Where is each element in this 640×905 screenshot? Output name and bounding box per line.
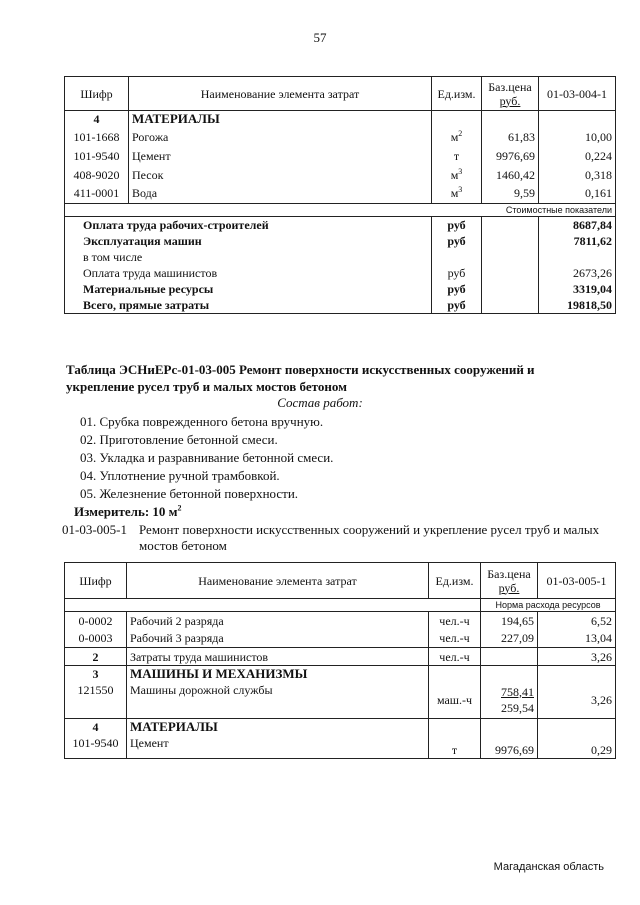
header-name: Наименование элемента затрат [129,77,432,111]
work-item: 02. Приготовление бетонной смеси. [80,432,278,447]
table-title-continued: укрепление русел труб и малых мостов бетоном [66,379,347,394]
header-price: Баз.цена руб. [482,77,539,111]
page-number: 57 [313,30,327,45]
section-row: 4 МАТЕРИАЛЫ [65,111,616,128]
measure-unit: Измеритель: 10 $м^2$ [74,503,182,519]
item-description: Ремонт поверхности искусственных сооружений и укрепление русел труб и малых [139,522,600,537]
work-item: 04. Уплотнение ручной трамбовкой. [80,468,280,483]
cost-header: Стоимостные показатели [65,203,616,216]
section-row: 4 МАТЕРИАЛЫ [65,718,616,735]
cost-row: Оплата труда машинистов руб 2673,26 [65,265,616,281]
table-title: Таблица ЭСНиЕРс-01-03-005 Ремонт поверхности искусственных сооружений и [66,362,535,377]
table-row: 101-9540 Цемент т 9976,69 0,224 [65,146,616,165]
work-item: 01. Срубка поврежденного бетона вручную. [80,414,324,429]
cost-row: в том числе [65,249,616,265]
table-row: 101-1668 Рогожа $м^2$ 61,83 10,00 [65,127,616,146]
header-column-code: 01-03-004-1 [539,77,616,111]
norm-header: Норма расхода ресурсов [481,599,616,612]
table-row: 0-0002 Рабочий 2 разряда чел.-ч 194,65 6,52 [65,612,616,630]
resources-table-2 [64,562,616,759]
section-row: 3 МАШИНЫ И МЕХАНИЗМЫ [65,666,616,683]
header-code: Шифр [65,77,129,111]
table-row: 121550 Машины дорожной службы маш.-ч 758,41 259,54 3,26 [65,682,616,718]
footer-region: Магаданская область [493,861,604,873]
work-item: 03. Укладка и разравнивание бетонной смеси. [80,450,334,465]
table-row: 0-0003 Рабочий 3 разряда чел.-ч 227,09 13,04 [65,630,616,648]
work-item: 05. Железнение бетонной поверхности. [80,486,299,501]
table-row: 408-9020 Песок $м^3$ 1460,42 0,318 [65,165,616,184]
header-column-code: 01-03-005-1 [538,563,616,599]
table-row: 411-0001 Вода $м^3$ 9,59 0,161 [65,184,616,203]
cost-row: Материальные ресурсы руб 3319,04 [65,281,616,297]
header-code: Шифр [65,563,127,599]
table-row: 101-9540 Цемент т 9976,69 0,29 [65,735,616,759]
item-description-continued: мостов бетоном [139,538,227,553]
works-title: Состав работ: [277,395,363,410]
header-unit: Ед.изм. [429,563,481,599]
resources-table-1 [64,76,616,314]
cost-row: Эксплуатация машин руб 7811,62 [65,233,616,249]
cost-row: Оплата труда рабочих-строителей руб 8687,84 [65,216,616,233]
header-unit: Ед.изм. [432,77,482,111]
table-row: 2 Затраты труда машинистов чел.-ч 3,26 [65,648,616,666]
header-price: Баз.цена руб. [481,563,538,599]
item-code: 01-03-005-1 [62,522,127,537]
header-name: Наименование элемента затрат [127,563,429,599]
cost-row-total: Всего, прямые затраты руб 19818,50 [65,297,616,314]
